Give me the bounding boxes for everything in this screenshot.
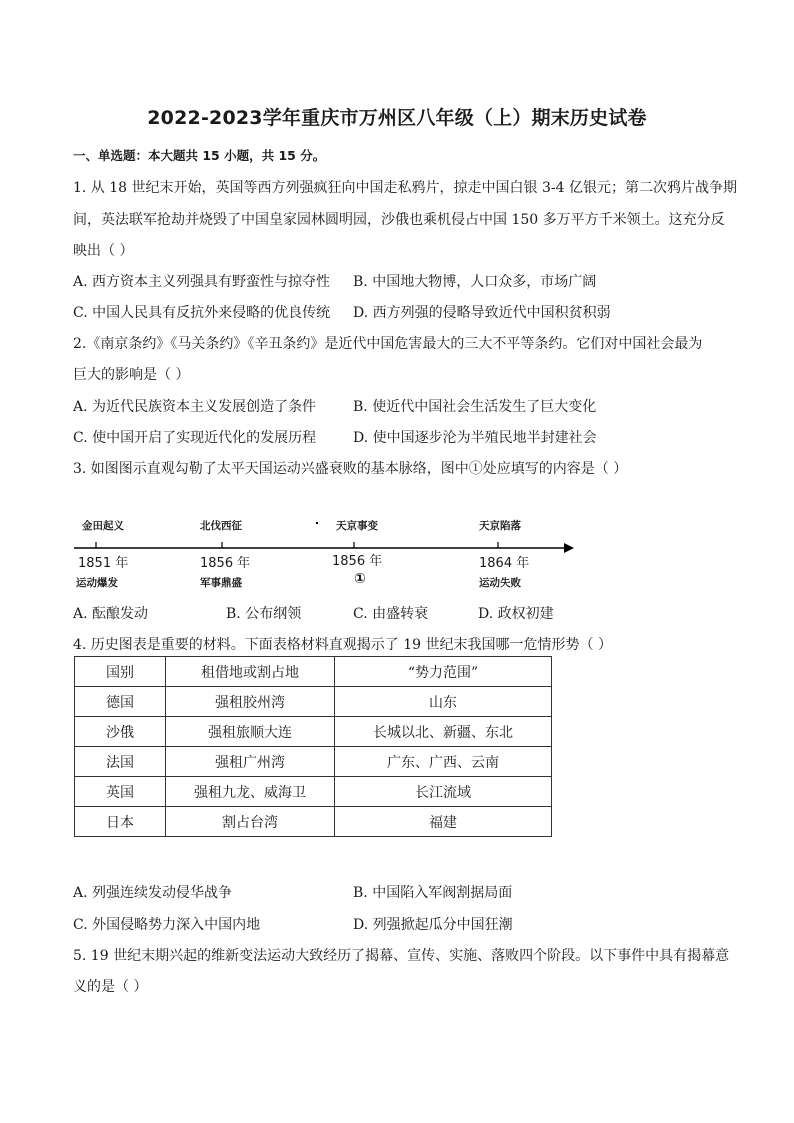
q4-line-1: 4. 历史图表是重要的材料。下面表格材料直观揭示了 19 世纪末我国哪一危情形势（ ）	[73, 637, 612, 653]
timeline-year-4: 1864 年	[479, 556, 530, 571]
spheres-of-influence-table	[74, 656, 552, 837]
table-cell: 广东、广西、云南	[335, 747, 552, 777]
q4-option-d: D. 列强掀起瓜分中国狂潮	[353, 917, 513, 933]
q1-line-3: 映出（ ）	[73, 243, 134, 259]
table-cell: 德国	[75, 687, 166, 717]
table-cell: 福建	[335, 807, 552, 837]
timeline-blank-marker: ①	[354, 571, 366, 587]
table-row	[75, 807, 552, 837]
q3-option-d: D. 政权初建	[478, 606, 554, 622]
timeline-event-tianjing-fall: 天京陷落	[479, 520, 521, 532]
page-title: 2022-2023学年重庆市万州区八年级（上）期末历史试卷	[147, 107, 647, 129]
q2-line-2: 巨大的影响是（ ）	[73, 367, 190, 383]
table-cell: 割占台湾	[166, 807, 335, 837]
q5-line-2: 义的是（ ）	[73, 979, 148, 995]
q3-option-a: A. 酝酿发动	[73, 606, 149, 622]
table-row	[75, 717, 552, 747]
table-row	[75, 687, 552, 717]
table-cell: 长江流域	[335, 777, 552, 807]
q2-option-c: C. 使中国开启了实现近代化的发展历程	[73, 430, 317, 446]
timeline-year-3: 1856 年	[332, 554, 383, 569]
table-cell: 长城以北、新疆、东北	[335, 717, 552, 747]
timeline-year-2: 1856 年	[200, 556, 251, 571]
timeline-arrowhead	[564, 543, 574, 553]
table-header-cell: 租借地或割占地	[166, 657, 335, 687]
q3-line-1: 3. 如图图示直观勾勒了太平天国运动兴盛衰败的基本脉络，图中①处应填写的内容是（ ）	[73, 461, 628, 477]
timeline-stage-4: 运动失败	[479, 577, 521, 589]
table-row	[75, 777, 552, 807]
table-cell: 日本	[75, 807, 166, 837]
table-cell: 强租广州湾	[166, 747, 335, 777]
table-cell: 强租九龙、威海卫	[166, 777, 335, 807]
q1-option-c: C. 中国人民具有反抗外来侵略的优良传统	[73, 305, 331, 321]
table-cell: 强租旅顺大连	[166, 717, 335, 747]
q2-line-1: 2.《南京条约》《马关条约》《辛丑条约》是近代中国危害最大的三大不平等条约。它们对中国社会最为	[73, 336, 703, 352]
table-header-cell: 国别	[75, 657, 166, 687]
q2-option-d: D. 使中国逐步沦为半殖民地半封建社会	[353, 430, 597, 446]
taiping-timeline	[70, 512, 580, 592]
q4-option-b: B. 中国陷入军阀割据局面	[353, 885, 513, 901]
q1-option-d: D. 西方列强的侵略导致近代中国积贫积弱	[353, 305, 611, 321]
table-header-row	[75, 657, 552, 687]
table-cell: 法国	[75, 747, 166, 777]
q1-line-2: 间，英法联军抢劫并烧毁了中国皇家园林圆明园，沙俄也乘机侵占中国 150 多万平方千米领土。这充分反	[73, 212, 725, 228]
table-row	[75, 747, 552, 777]
table-cell: 沙俄	[75, 717, 166, 747]
q1-option-b: B. 中国地大物博，人口众多，市场广阔	[353, 274, 597, 290]
table-cell: 强租胶州湾	[166, 687, 335, 717]
timeline-stage-2: 军事鼎盛	[200, 577, 242, 589]
timeline-event-beifa: 北伐西征	[200, 520, 242, 532]
q4-option-a: A. 列强连续发动侵华战争	[73, 885, 233, 901]
section-heading: 一、单选题：本大题共 15 小题，共 15 分。	[73, 148, 326, 163]
q1-line-1: 1. 从 18 世纪末开始，英国等西方列强疯狂向中国走私鸦片，掠走中国白银 3-4 亿银元；第二次鸦片战争期	[73, 180, 737, 196]
q4-option-c: C. 外国侵略势力深入中国内地	[73, 917, 261, 933]
q3-option-c: C. 由盛转衰	[353, 606, 429, 622]
timeline-event-jintian: 金田起义	[82, 520, 124, 532]
q5-line-1: 5. 19 世纪末期兴起的维新变法运动大致经历了揭幕、宣传、实施、落败四个阶段。以下事件中具有揭幕意	[73, 948, 730, 964]
table-cell: 山东	[335, 687, 552, 717]
timeline-dot	[316, 522, 318, 524]
timeline-year-1: 1851 年	[78, 556, 129, 571]
q2-option-a: A. 为近代民族资本主义发展创造了条件	[73, 399, 317, 415]
q2-option-b: B. 使近代中国社会生活发生了巨大变化	[353, 399, 597, 415]
table-cell: 英国	[75, 777, 166, 807]
q1-option-a: A. 西方资本主义列强具有野蛮性与掠夺性	[73, 274, 331, 290]
timeline-event-tianjing-incident: 天京事变	[336, 520, 378, 532]
timeline-stage-1: 运动爆发	[76, 577, 118, 589]
q3-option-b: B. 公布纲领	[226, 606, 302, 622]
table-header-cell: “势力范围”	[335, 657, 552, 687]
